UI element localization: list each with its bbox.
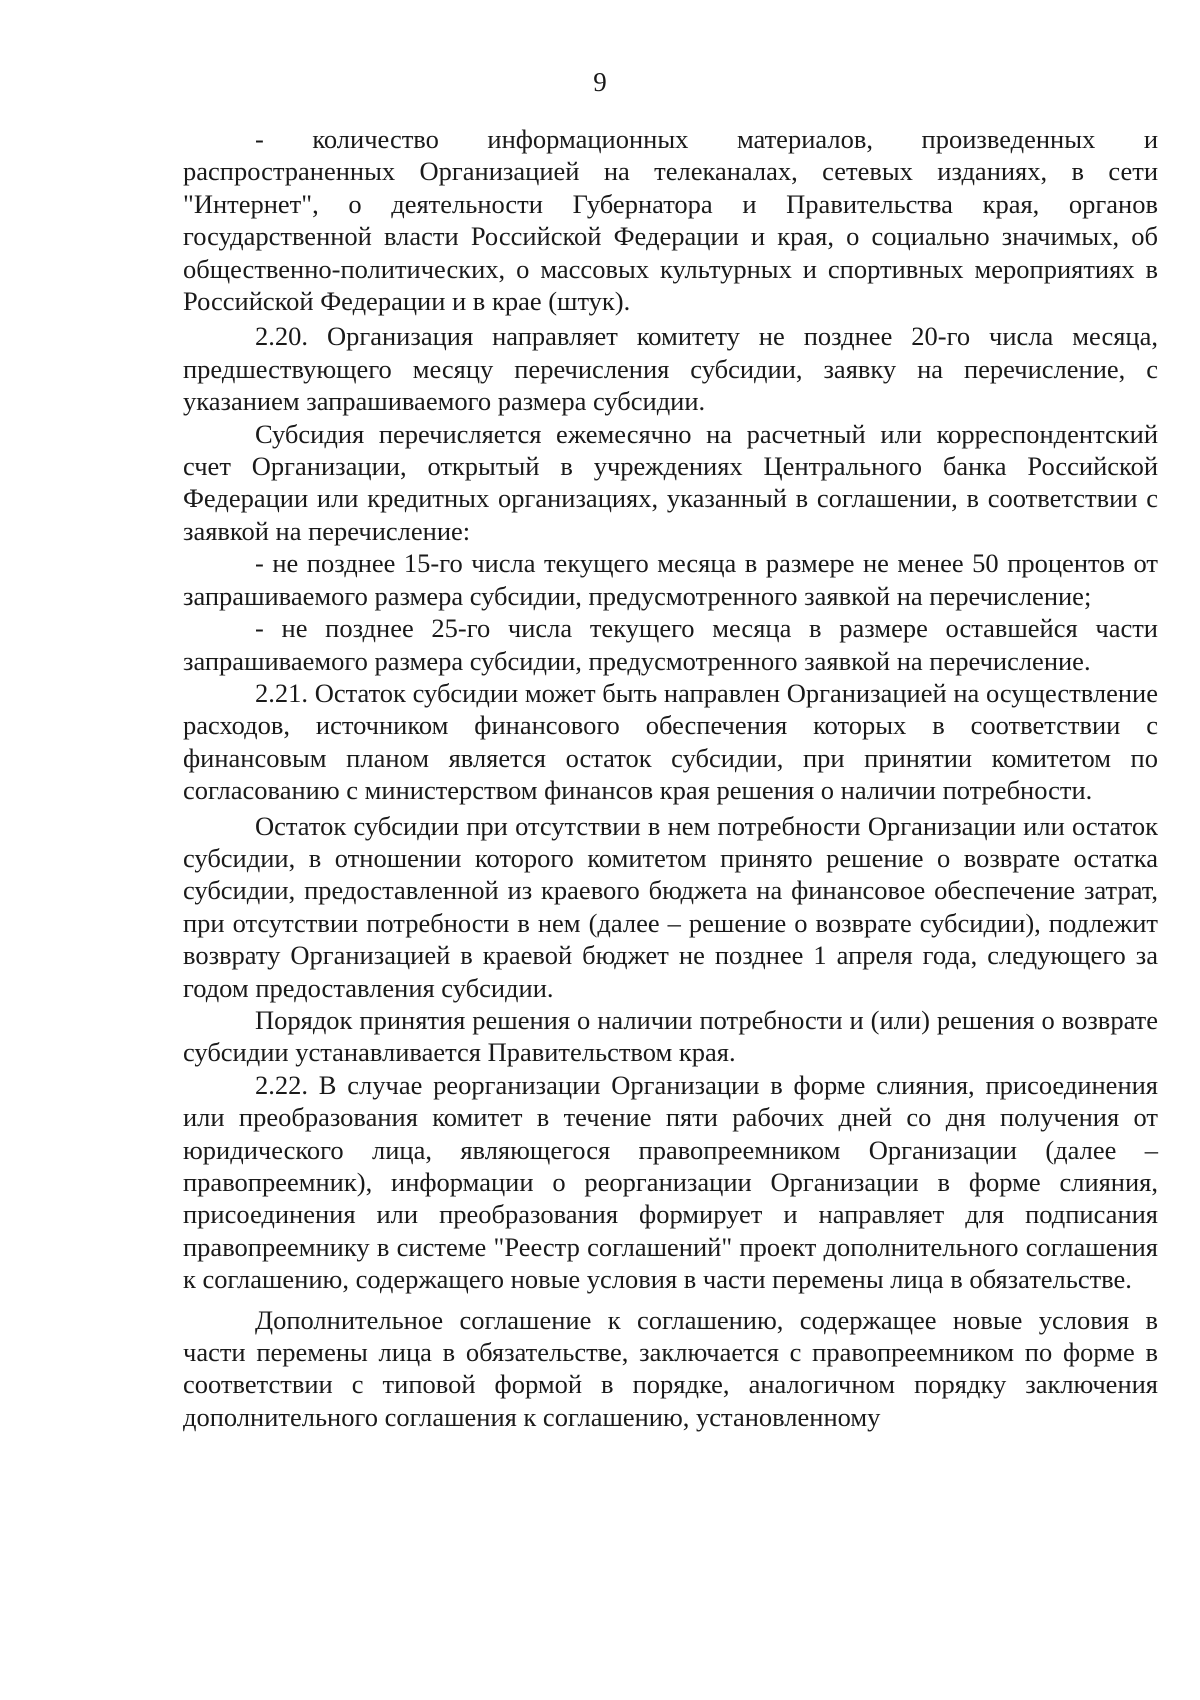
paragraph-2-21: 2.21. Остаток субсидии может быть направлен Организацией на осуществление расходов, источником финансового обеспечения которых в соответствии с финансовым планом является остаток субсидии, при принятии комитетом по согласованию с министерством финансов края решения о наличии потребности. (183, 677, 1158, 806)
paragraph-subsidy-remainder: Остаток субсидии при отсутствии в нем потребности Организации или остаток субсидии, в отношении которого комитетом принято решение о возврате остатка субсидии, предоставленной из краевого бюджета на финансовое обеспечение затрат, при отсутствии потребности в нем (далее – решение о возврате субсидии), подлежит возврату Организацией в краевой бюджет не позднее 1 апреля года, следующего за годом предоставления субсидии. (183, 810, 1158, 1003)
page-number: 9 (593, 67, 607, 97)
paragraph-bullet-25th: - не позднее 25-го числа текущего месяца в размере оставшейся части запрашиваемого размера субсидии, предусмотренного заявкой на перечисление. (183, 613, 1158, 676)
paragraph-bullet-info-materials: - количество информационных материалов, произведенных и распространенных Организацией на телеканалах, сетевых изданиях, в сети "Интернет", о деятельности Губернатора и Правительства края, органов государственной власти Российской Федерации и края, о социально значимых, об общественно-политических, о массовых культурных и спортивных мероприятиях в Российской Федерации и в крае (штук). (183, 124, 1158, 317)
paragraph-2-22: 2.22. В случае реорганизации Организации в форме слияния, присоединения или преобразования комитет в течение пяти рабочих дней со дня получения от юридического лица, являющегося правопреемником Организации (далее – правопреемник), информации о реорганизации Организации в форме слияния, присоединения или преобразования формирует и направляет для подписания правопреемнику в системе "Реестр соглашений" проект дополнительного соглашения к соглашению, содержащего новые условия в части перемены лица в обязательстве. (183, 1069, 1158, 1295)
paragraph-bullet-15th: - не позднее 15-го числа текущего месяца в размере не менее 50 процентов от запрашиваемого размера субсидии, предусмотренного заявкой на перечисление; (183, 548, 1158, 611)
paragraph-2-20: 2.20. Организация направляет комитету не позднее 20-го числа месяца, предшествующего месяцу перечисления субсидии, заявку на перечисление, с указанием запрашиваемого размера субсидии. (183, 321, 1158, 417)
paragraph-decision-procedure: Порядок принятия решения о наличии потребности и (или) решения о возврате субсидии устанавливается Правительством края. (183, 1004, 1158, 1068)
paragraph-additional-agreement: Дополнительное соглашение к соглашению, содержащее новые условия в части перемены лица в обязательстве, заключается с правопреемником по форме в соответствии с типовой формой в порядке, аналогичном порядку заключения дополнительного соглашения к соглашению, установленному (183, 1304, 1158, 1432)
paragraph-subsidy-transfer: Субсидия перечисляется ежемесячно на расчетный или корреспондентский счет Организации, открытый в учреждениях Центрального банка Российской Федерации или кредитных организациях, указанный в соглашении, в соответствии с заявкой на перечисление: (183, 418, 1158, 546)
document-body (183, 123, 1158, 1433)
